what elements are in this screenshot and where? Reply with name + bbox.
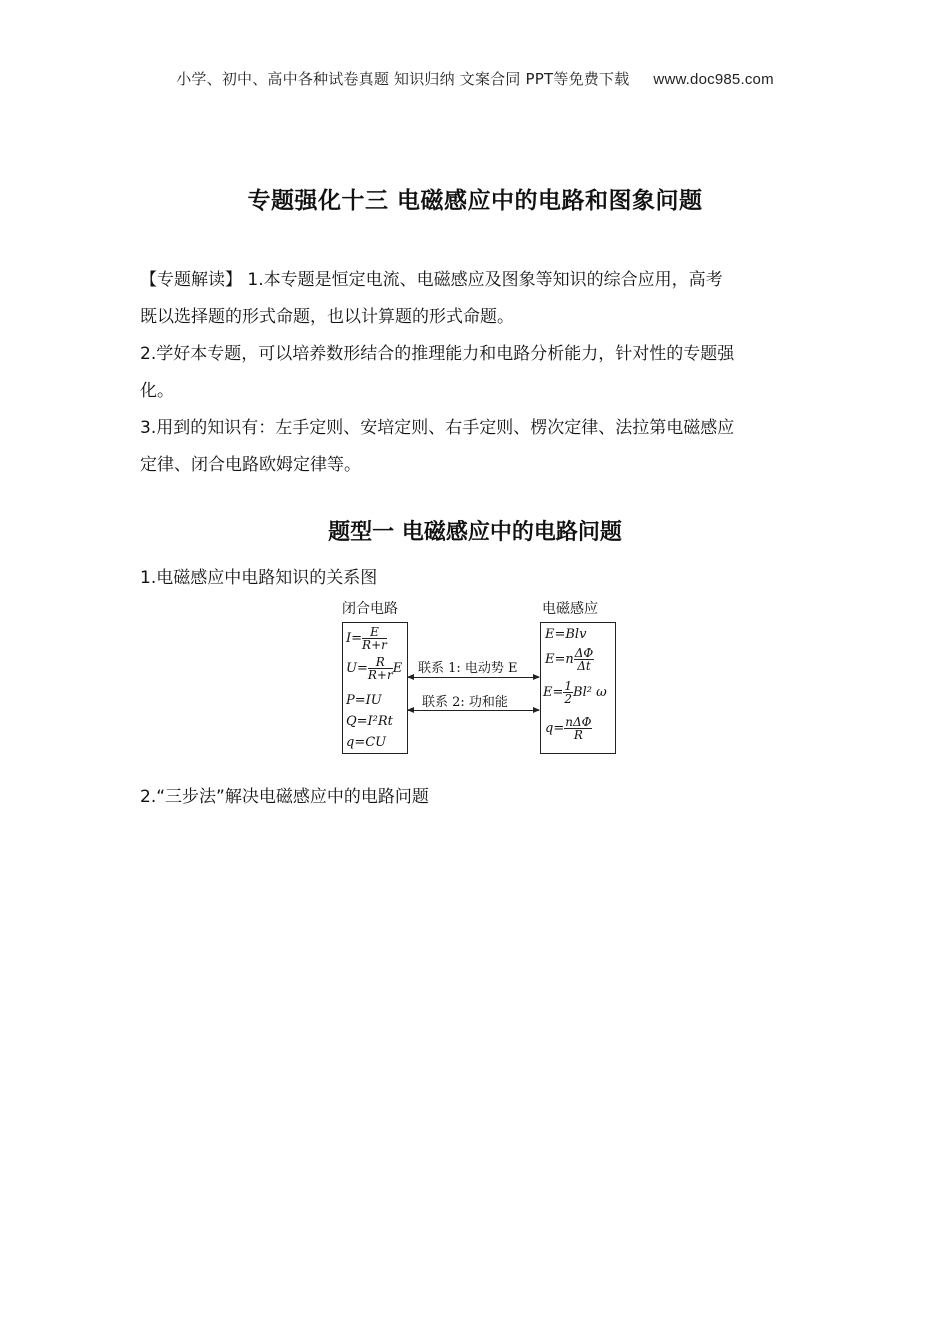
intro-line-5: 3.用到的知识有：左手定则、安培定则、右手定则、楞次定律、法拉第电磁感应 [140,418,735,438]
formula-rotating-num: 1 [564,679,573,693]
formula-current [346,626,387,651]
em-induction-box [540,622,616,754]
formula-heat: Q=I²Rt [346,714,393,729]
closed-circuit-box [342,622,408,754]
formula-rotating-tail: Bl² ω [573,685,607,700]
formula-current-den: R+r [362,638,387,652]
link-2-arrow [408,710,539,711]
formula-rotating-rod [543,680,607,705]
intro-line-3: 2.学好本专题，可以培养数形结合的推理能力和电路分析能力，针对性的专题强 [140,344,735,364]
formula-voltage-fraction [368,656,393,681]
formula-current-fraction [362,626,387,651]
formula-current-lhs: I= [346,631,363,646]
link-1-arrow [408,677,539,678]
formula-power: P=IU [346,693,382,708]
formula-faraday-den: Δt [577,659,591,673]
relationship-diagram [336,596,621,758]
item-1-heading: 1.电磁感应中电路知识的关系图 [140,568,378,588]
formula-induced-charge-num: nΔΦ [565,715,592,729]
formula-charge: q=CU [346,735,387,750]
header-site-link[interactable]: www.doc985.com [653,71,774,88]
link-1-label: 联系 1: 电动势 E [418,661,518,676]
formula-current-num: E [362,626,387,639]
formula-voltage-num: R [368,656,393,669]
intro-line-2: 既以选择题的形式命题，也以计算题的形式命题。 [140,307,514,327]
formula-induced-charge [545,716,592,741]
formula-voltage-tail: E [392,661,403,676]
formula-faraday-fraction [574,647,595,672]
formula-induced-charge-fraction [564,716,592,741]
formula-rotating-fraction [563,680,573,705]
intro-line-1: 【专题解读】 1.本专题是恒定电流、电磁感应及图象等知识的综合应用，高考 [140,270,723,290]
formula-induced-charge-lhs: q= [545,721,565,736]
header-text: 小学、初中、高中各种试卷真题 知识归纳 文案合同 PPT等免费下载 [176,70,630,88]
document-title: 专题强化十三 电磁感应中的电路和图象问题 [247,188,703,214]
right-box-label: 电磁感应 [542,601,598,617]
formula-voltage [346,656,402,681]
item-2-heading: 2.“三步法”解决电磁感应中的电路问题 [140,787,429,807]
link-2-label: 联系 2: 功和能 [422,695,508,710]
section-title: 题型一 电磁感应中的电路问题 [328,520,622,545]
formula-faraday [545,647,594,672]
formula-voltage-lhs: U= [346,661,368,676]
formula-faraday-num: ΔΦ [574,646,594,660]
formula-voltage-den: R+r [367,668,393,682]
formula-faraday-lhs: E=n [545,652,574,667]
page-header [0,68,950,89]
intro-line-6: 定律、闭合电路欧姆定律等。 [140,455,361,475]
formula-rotating-den: 2 [564,692,573,706]
formula-rotating-lhs: E= [543,685,564,700]
formula-motional-emf: E=Blv [545,627,587,642]
formula-induced-charge-den: R [573,728,583,742]
intro-line-4: 化。 [140,381,174,401]
left-box-label: 闭合电路 [342,601,398,617]
